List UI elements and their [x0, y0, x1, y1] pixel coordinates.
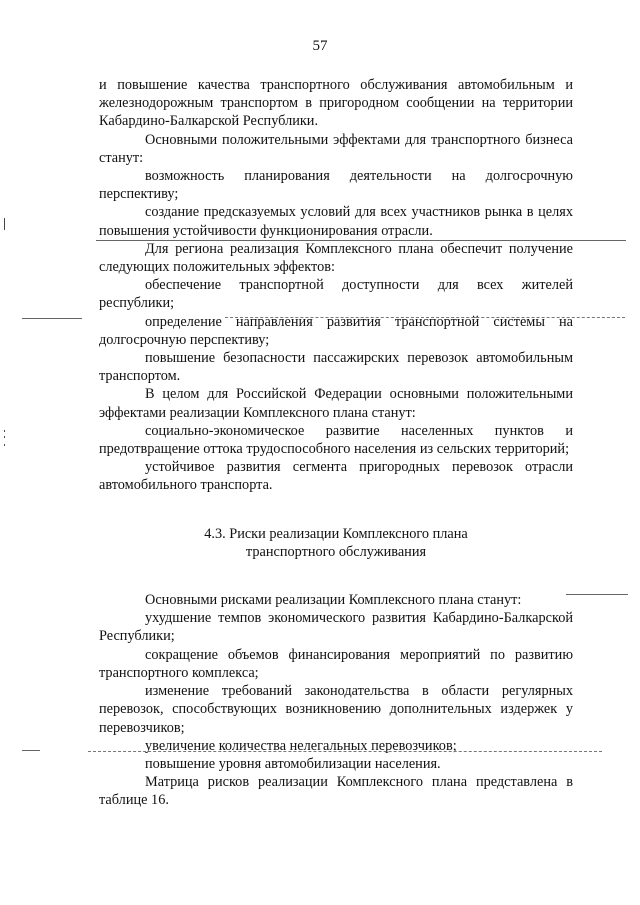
paragraph: повышение безопасности пассажирских перевозок автомобильным транспортом. — [99, 350, 573, 385]
paragraph: ухудшение темпов экономического развития Кабардино-Балкарской Республики; — [99, 610, 573, 645]
scan-line — [22, 750, 40, 751]
scan-mark — [4, 444, 5, 446]
paragraph: возможность планирования деятельности на долгосрочную перспективу; — [99, 168, 573, 203]
scan-line — [225, 317, 625, 318]
paragraph: создание предсказуемых условий для всех участников рынка в целях повышения устойчивости функционирования отрасли. — [99, 204, 573, 239]
scan-mark — [4, 430, 5, 432]
paragraph: и повышение качества транспортного обслуживания автомобильным и железнодорожным транспортом в пригородном сообщении на территории Кабардино-Балкарской Республики. — [99, 77, 573, 130]
page-number: 57 — [312, 38, 328, 54]
scan-mark — [4, 218, 5, 230]
paragraph: Для региона реализация Комплексного плана обеспечит получение следующих положительных эффектов: — [99, 240, 573, 276]
scan-line — [566, 594, 628, 595]
paragraph: устойчивое развития сегмента пригородных перевозок отрасли автомобильного транспорта. — [99, 459, 573, 494]
document-body — [99, 76, 573, 810]
paragraph: Основными положительными эффектами для транспортного бизнеса станут: — [99, 131, 573, 166]
scan-mark — [4, 436, 5, 438]
scan-line — [88, 751, 602, 752]
paragraph: социально-экономическое развитие населенных пунктов и предотвращение оттока трудоспособного населения из сельских территорий; — [99, 422, 573, 458]
paragraph: сокращение объемов финансирования мероприятий по развитию транспортного комплекса; — [99, 646, 573, 681]
paragraph: увеличение количества нелегальных перевозчиков; — [145, 737, 457, 754]
paragraph: обеспечение транспортной доступности для всех жителей республики; — [99, 277, 573, 312]
paragraph: Матрица рисков реализации Комплексного плана представлена в таблице 16. — [99, 774, 573, 809]
paragraph: изменение требований законодательства в области регулярных перевозок, способствующих возникновению дополнительных издержек у перевозчиков; — [99, 683, 573, 736]
section-heading — [99, 525, 573, 561]
paragraph: определение направления развития транспортной системы на долгосрочную перспективу; — [99, 313, 573, 348]
scan-line — [22, 318, 82, 319]
section-heading-line: 4.3. Риски реализации Комплексного плана — [204, 525, 468, 542]
paragraph: Основными рисками реализации Комплексного плана станут: — [145, 592, 522, 609]
section-heading-line: транспортного обслуживания — [245, 543, 427, 560]
scan-line — [96, 240, 626, 241]
paragraph: повышение уровня автомобилизации населения. — [145, 755, 441, 772]
paragraph: В целом для Российской Федерации основными положительными эффектами реализации Комплексного плана станут: — [99, 386, 573, 421]
